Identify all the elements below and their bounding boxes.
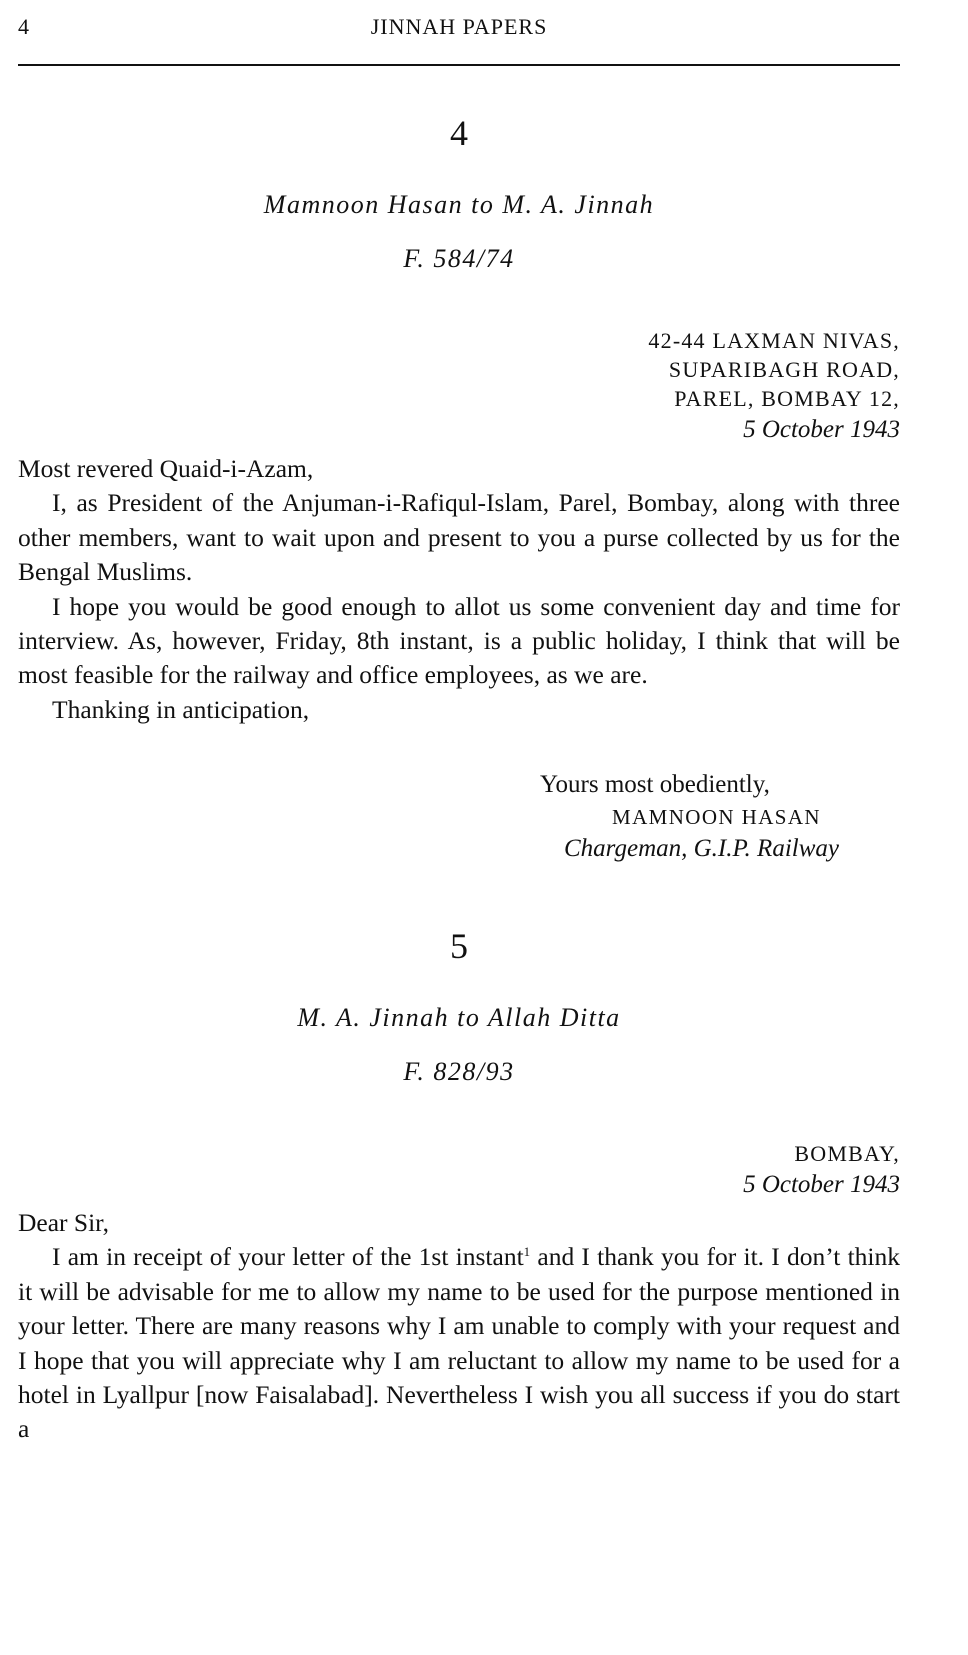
signatory-designation: Chargeman, G.I.P. Railway [564,835,839,862]
document-number: 5 [450,926,468,966]
paragraph: Thanking in anticipation, [52,694,310,724]
closing: Yours most obediently, [540,771,770,798]
document-title: Mamnoon Hasan to M. A. Jinnah [263,190,655,219]
footnote-marker: 1 [523,1244,531,1260]
address-line: PAREL, BOMBAY 12, [674,386,900,411]
salutation: Dear Sir, [18,1208,110,1237]
paragraph [18,1240,900,1446]
salutation: Most revered Quaid-i-Azam, [18,454,314,483]
page-number: 4 [18,14,29,39]
document-title: M. A. Jinnah to Allah Ditta [297,1003,621,1032]
sender-address [743,1139,900,1199]
page-header [18,14,900,50]
address-line: SUPARIBAGH ROAD, [668,357,900,382]
paragraph: I hope you would be good enough to allot us some convenient day and time for interview. As, however, Friday, 8th instant, is a public holiday, I think that will be most feasible for the railway and office employees, as we are. [18,591,900,690]
letter-body [18,1206,900,1447]
address-line: 42-44 LAXMAN NIVAS, [648,328,900,353]
file-reference: F. 584/74 [403,244,515,273]
file-reference: F. 828/93 [403,1057,515,1086]
paragraph-text: I am in receipt of your letter of the 1st instant [52,1242,524,1272]
letter-date: 5 October 1943 [743,416,900,443]
address-line: BOMBAY, [794,1141,900,1166]
signature-block [540,769,900,865]
running-title: JINNAH PAPERS [370,14,548,39]
header-rule [18,64,900,66]
sender-address [648,326,900,444]
paragraph: I, as President of the Anjuman-i-Rafiqul-Islam, Parel, Bombay, along with three other members, want to wait upon and present to you a purse collected by us for the Bengal Muslims. [18,488,900,587]
signatory-name: MAMNOON HASAN [612,805,821,829]
letter-body [18,452,900,727]
paragraph-text: and I thank you for it. I don’t think it will be advisable for me to allow my name to be used for the purpose mentioned in your letter. There are many reasons why I am unable to comply with your request and I hope that you will appreciate why I am reluctant to allow my name to be used for a hotel in Lyallpur [now Faisalabad]. Nevertheless I wish you all success if you do start a [18,1242,900,1444]
document-number: 4 [450,113,468,153]
letter-date: 5 October 1943 [743,1171,900,1198]
